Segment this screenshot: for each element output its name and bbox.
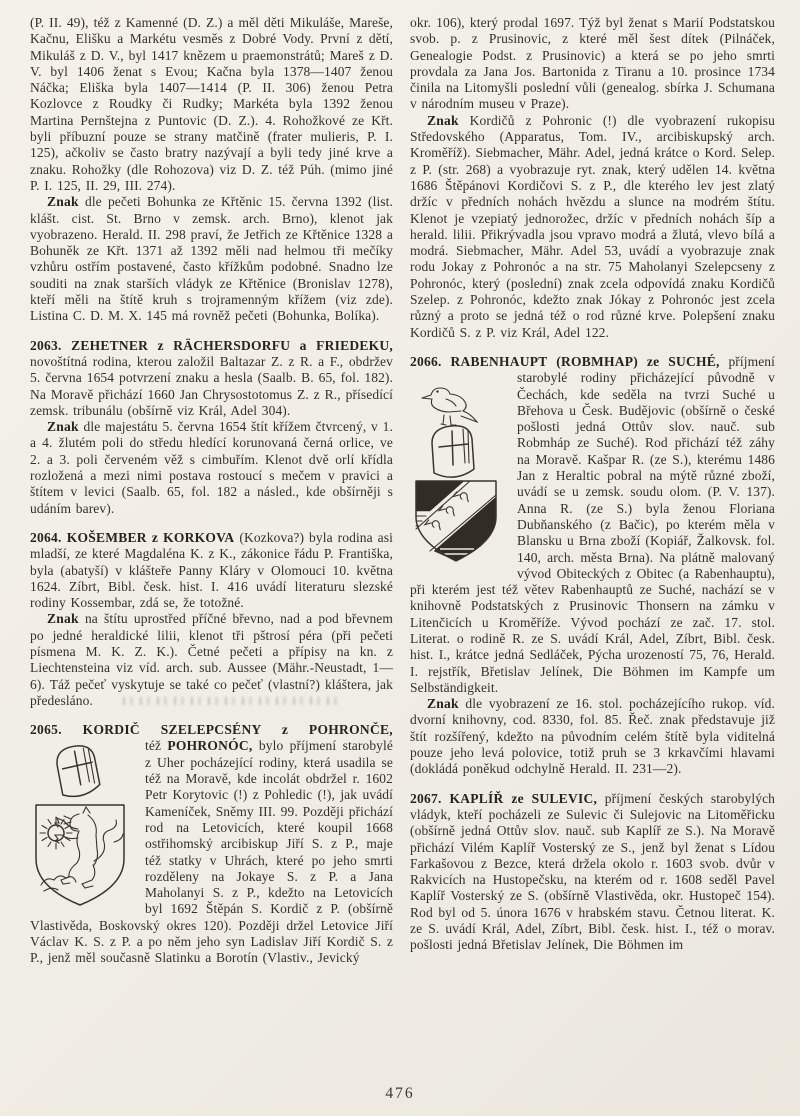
entry-body-lead: též (145, 738, 168, 754)
continuation-paragraph (30, 15, 393, 194)
blazon-text: na štítu uprostřed příčné břevno, nad a pod břevnem po jedné heraldické lilii, klenot tři pštrosí péra (při pečeti písmena M. K. Z. K.). Četné pečeti a přípisy na kn. z Liechtensteina viz víd. arch. sub. Aussee (Mähr.-Neustadt, 1—6). Táž pečeť vyskytuje se také co pečeť (vlastní?) kláštera, jak předesláno. (30, 611, 393, 708)
lion-rampant-icon (55, 807, 123, 888)
right-column (410, 15, 775, 967)
shield-icon (36, 805, 124, 905)
blazon-label: Znak (47, 611, 79, 627)
blazon-paragraph-2066 (410, 696, 775, 777)
entry-body: příjmení českých starobylých vládyk, kteří pocházeli ze Sulevic či Sulejovic na Litoměřicku (obšírně jedná Ottův slov. nauč. sub Kaplíř ze S.). Na Moravě přichází Vilém Kaplíř Vosterský ze S., jenž byl ženat s Lídou Farkašovou z Bezce, která držela okolo r. 1603 svob. dvůr v Rakvicích na Hustopečsku, na kterém od r. 1608 seděl Pavel Kaplíř Vosterský ze S. (obšírně Vlastivěda, okr. Hustopeč 154). Rod byl od 5. února 1676 v hrabském stavu. Četnou literat. K. ze S. uvádí Král, Adel, Zíbrt, Bibl. česk. hist. I., též o morav. pošlosti jedná Břetislav Jelínek, Die Böhmen im (410, 790, 776, 953)
helm-with-cross-icon (432, 426, 474, 477)
entry-2067 (410, 791, 775, 954)
blazon-label: Znak (427, 112, 459, 128)
blazon-paragraph-2063 (30, 419, 393, 517)
entry-2064 (30, 530, 393, 611)
entry-2066 (410, 354, 775, 696)
entry-2065 (30, 722, 393, 966)
sun-icon (40, 817, 72, 849)
paragraph-text: (P. II. 49), též z Kamenné (D. Z.) a měl děti Mikuláše, Mareše, Kačnu, Elišku a Markétu vesměs z Dobré Vody. První z dětí, Mikuláš z D. V., byl 1417 knězem u praemonstrátů; Mareš z D. V. byl 1406 ženat s Evou; Kačna byla 1378—1407 ženou Náčka; Eliška byla 1407—1414 (P. II. 306) ženou Petra Kozlovce z Roudky či Rudky; Markéta byla 1392 ženou Martina Pernštejna z Puntovic (D. Z.). 4. Rohožkové ze Křt. byli příbuzní pouze se strany matčině (frater mulieris, P. I. 125), ačkoliv se často bratry nazývají a byli tedy jiné krve a znaku. Rohožky (dle Rohozova) viz D. Z. též Púh. (mimo jiné P. I. 125, II. 29, III. 274). (30, 15, 393, 193)
entry-heading: 2066. RABENHAUPT (ROBMHAP) ze SUCHÉ, (410, 353, 720, 369)
paragraph-text: okr. 106), který prodal 1697. Týž byl ženat s Marií Podstatskou svob. p. z Prusinovic, z které měl šest dítek (Pilnáček, Genealogie Podst. z Prusinovic) a která se po jeho smrti provdala za Jana Jos. Bartonida z Tiranu a 10. prosince 1734 činila na Litomyšli poslední vůli (genealog. sbírka J. Schumana v národním museu v Praze). (410, 15, 775, 112)
blazon-text: Kordičů z Pohronic (!) dle vyobrazení rukopisu Středovského (Apparatus, Tom. IV., arcibiskupský arch. Kroměříž). Siebmacher, Mähr. Adel, jedná krátce o Kord. Selep. z P. (str. 268) a vyobrazuje ryt. znak, který udělen 14. května 1686 Štěpánovi Kordičovi S. z P., dle kterého lev jest zlatý držíc v předních nohách hvězdu a slunce na modrém štítu. Klenot je vzepiatý jednorožec, držíc v předních nohách šíp a herald. lilii. Přikrývadla jsou vpravo modrá a žlutá, vlevo bílá a modrá. Siebmacher, Mähr. Adel 53, uvádí a vyobrazuje znak rodu Jokay z Pohronóc a na str. 75 Maholanyi Szelepcseny z Pohronóc, který (poslední) znak zcela odpovídá znaku Kordičů Szelep. z Pohronóc, kdežto znak Jókay z Pohronóc jest zcela různý a proto se jedná též o rod různé krve. Polepšení znaku Kordičů S. z P. viz Král, Adel 122. (410, 112, 775, 340)
blazon-paragraph-krtenice (30, 194, 393, 324)
entry-heading: 2067. KAPLÍŘ ze SULEVIC, (410, 790, 598, 806)
blazon-text: dle vyobrazení ze 16. stol. pocházejícího rukop. víd. dvorní knihovny, cod. 8330, fol. 85. Řeč. znak představuje již štít rozšířený, kdežto na původním celém štítě byla viditelná pouze jeho levá polovice, totiž pruh se 3 krkavčími hlavami (dokládá poněkud odchylně Herald. II. 231—2). (410, 696, 775, 777)
rabenhaupt-coat-of-arms-illustration (410, 373, 502, 565)
blazon-label: Znak (47, 419, 79, 435)
entry-body: (Kozkova?) byla rodina asi mladší, ze které Magdaléna K. z K., zákonice řádu P. Františka, byla (abatyší) v klášteře Panny Kláry v Olomouci 10. května 1624. Zíbrt, Bibl. česk. hist. I. 416 uvádí literaturu slezské rodiny Kossembar, zdá se, že totožné. (30, 529, 393, 611)
entry-alt-name: POHRONÓC, (167, 738, 253, 754)
blazon-label: Znak (47, 194, 79, 210)
entry-heading: 2064. KOŠEMBER z KORKOVA (30, 529, 235, 545)
page-footer (0, 1085, 800, 1103)
shield-icon (416, 481, 496, 561)
kordic-coat-of-arms-illustration (30, 741, 130, 909)
entry-2063 (30, 338, 393, 419)
sable-field (434, 497, 496, 561)
blazon-paragraph-2064 (30, 611, 393, 709)
entry-heading: 2065. KORDIČ SZELEPCSÉNY z POHRONČE, (30, 722, 393, 738)
page-number: 476 (385, 1085, 415, 1102)
continuation-paragraph (410, 15, 775, 113)
helm-with-cross-icon (55, 744, 101, 798)
blazon-text: dle majestátu 5. června 1654 štít křížem čtvrcený, v 1. a 4. žlutém poli do středu hledící korunovaná černá orlice, ve 2. a 3. poli červeném věž s cimbuřím. Klenot dvě orlí křídla rozložená a mezi nimi postava rostoucí s mečem v pravici a štítem v levici (Saalb. 65, fol. 182 a násled., kde obšírněji s udáním barev). (30, 419, 393, 516)
raven-icon (422, 388, 477, 425)
entry-heading: 2063. ZEHETNER z RÄCHERSDORFU a FRIEDEKU, (30, 337, 393, 353)
blazon-paragraph-2065 (410, 113, 775, 341)
left-column (30, 15, 393, 967)
entry-body: novoštítná rodina, kterou založil Baltazar Z. z R. a F., obdržev 5. června 1654 potvrzení znaku a hesla (Saalb. B. 65, fol. 182). Na Moravě přichází 1660 Jan Chrysostotomus Z. z R., přísedící zemsk. tribunálu (obšírně viz Král, Adel 304). (30, 353, 393, 418)
entry-body: příjmení starobylé rodiny přicházející původně v Čechách, kde seděla na tvrzi Suché u Břehova u Česk. Budějovic (obšírně o české pošlosti jedná Ottův slov. nauč. sub Robmháp ze Suché). Rod přichází též záhy na Moravě. Kašpar R. (ze S.), kterému 1486 Jan z Heraltic pobral na mýtě různé zboží, uvádí se u zemsk. soudu olom. (P. V. 137). Anna R. (ze S.) byla ženou Floriana Dubňanského (z Bačic), po kterém měla v Blansku u Brna zboží (Kopiář, Žalkovsk. fol. 140, arch. města Brna). Na plátně malovaný vývod Obiteckých z Obitec (a Rabenhauptu), při kterém jest též větev Rabenhauptů ze Suché, nachází se v knihovně Podstatských z Prusinovic Thonsern na zámku v Litenčicích u Kroměříže. Vývod pochází ze zač. 17. stol. Literat. o rodině R. ze S. uvádí Král, Adel, Zíbrt, Bibl. česk. hist. I., krátce jedná Sedláček, Pýcha urozeností 75, 76, Herald. I. rejstřík, Břetislav Jelínek, Die Böhmen im Kampfe um Selbständigkeit. (410, 353, 775, 695)
print-artifact-smudge (123, 697, 343, 705)
blazon-text: dle pečeti Bohunka ze Křtěnic 15. června 1392 (list. klášt. cist. St. Brno v zemsk. arch. Brno), klenot jak vyobrazeno. Herald. II. 298 praví, že Jetřich ze Křtěnice 1328 a Bohuněk ze Křt. 1371 až 1392 měli nad helmou tři mečíky vzhůru ostřím postavené, často křížkům podobné. Snadno lze souditi na znak starších vládyk ze Křtěnice (Bronislav 1278), kteří měli na štítě kruh s trojramenným křížem (viz zde). Listina C. D. M. X. 145 má rovněž pečeti (Bohunka, Bolíka). (30, 194, 393, 324)
two-column-text-block (30, 15, 775, 967)
entry-body: bylo příjmení starobylé z Uher pocházející rodiny, která usadila se též na Moravě, kde incolát obdržel r. 1602 Petr Korytovic (!) z Pohledic (!), jak uvádí Kameníček, Sněmy III. 99. Později přichází rod na Letovicích, které koupil 1668 ostřihomský arcibiskup Jiří S. z P., maje též statky v Uhrách, které po jeho smrti rozděleny na Jokaye S. z P. a Jana Maholanyi S. z P., kdežto na Letovicích byl 1692 Štěpán S. Kordič z P. (obšírně Vlastivěda, Boskovský okres 120). Později držel Letovice Jiří Václav K. S. z P. a po něm jeho syn Ladislav Jiří Kordič S. z P., jenž měl současně Slatinku a Borotín (Vlastiv., Jevický (30, 738, 393, 966)
blazon-label: Znak (427, 696, 459, 712)
